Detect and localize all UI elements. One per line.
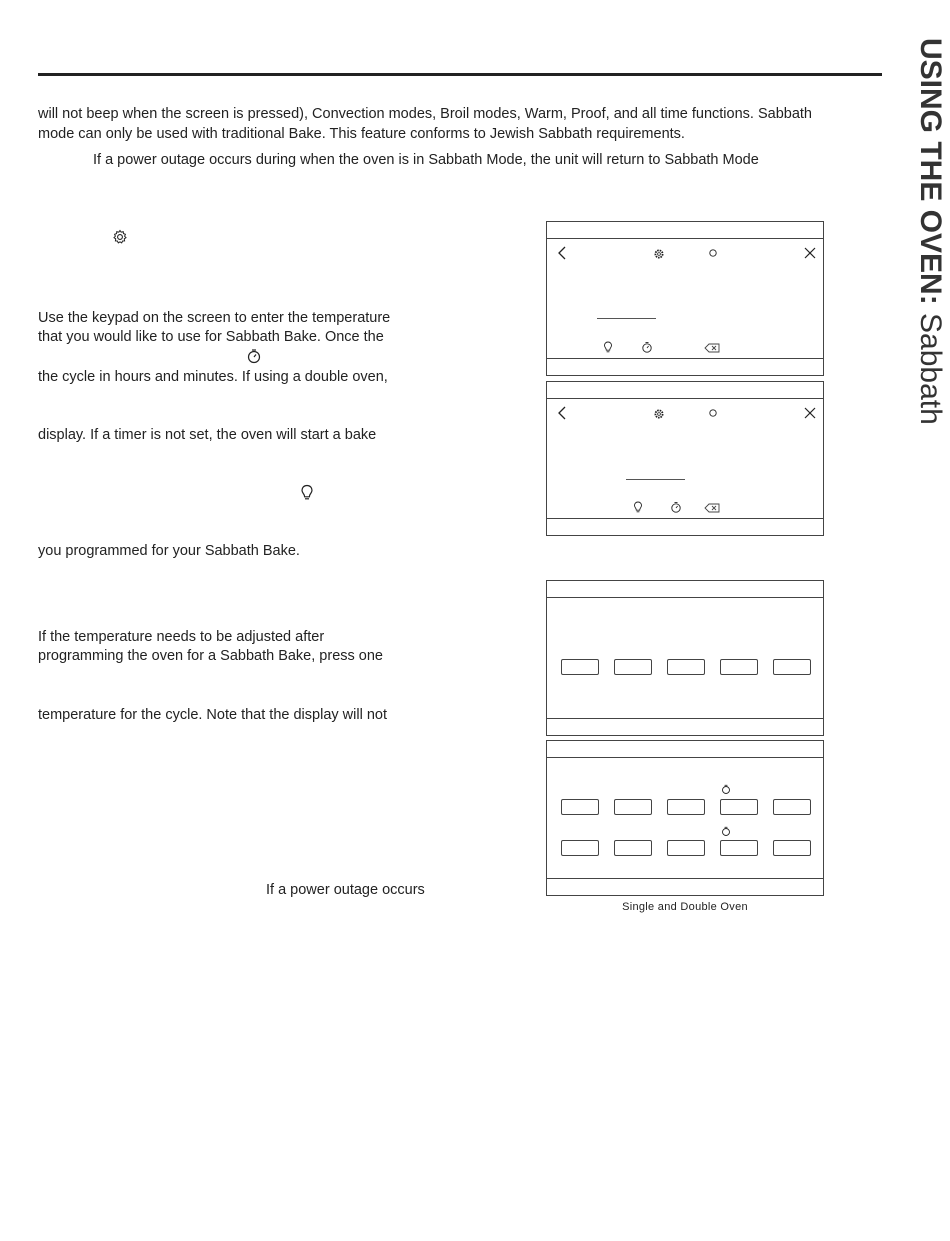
timer-icon bbox=[721, 784, 731, 795]
gear-icon[interactable] bbox=[653, 408, 665, 420]
chevron-left-icon[interactable] bbox=[555, 405, 569, 421]
double-oven-screen bbox=[546, 381, 824, 536]
upper-control-button-1[interactable] bbox=[561, 799, 599, 815]
section-title-light: Sabbath bbox=[914, 313, 947, 425]
control-button-1[interactable] bbox=[561, 659, 599, 675]
temperature-entry-line bbox=[626, 479, 685, 480]
upper-control-button-5[interactable] bbox=[773, 799, 811, 815]
close-icon[interactable] bbox=[803, 246, 817, 260]
circle-icon bbox=[708, 408, 718, 418]
screen-bottom-band bbox=[547, 518, 823, 535]
screen-bottom-band bbox=[547, 718, 823, 735]
outage-line: If a power outage occurs during when the oven is in Sabbath Mode, the unit will return to Sabbath Mode bbox=[93, 152, 759, 168]
double-oven-sabbath-screen bbox=[546, 740, 824, 896]
screen-top-band bbox=[547, 382, 823, 399]
circle-icon bbox=[708, 248, 718, 258]
timer-icon[interactable] bbox=[670, 501, 682, 514]
gear-icon[interactable] bbox=[653, 248, 665, 260]
timer-icon bbox=[721, 826, 731, 837]
lightbulb-icon[interactable] bbox=[603, 341, 613, 354]
single-oven-screen bbox=[546, 221, 824, 376]
control-button-2[interactable] bbox=[614, 659, 652, 675]
screen-bottom-band bbox=[547, 358, 823, 375]
screen-bottom-band bbox=[547, 878, 823, 895]
upper-control-button-3[interactable] bbox=[667, 799, 705, 815]
programmed-line: you programmed for your Sabbath Bake. bbox=[38, 543, 300, 559]
display-line: display. If a timer is not set, the oven will start a bake bbox=[38, 427, 377, 443]
control-button-4[interactable] bbox=[720, 659, 758, 675]
control-button-3[interactable] bbox=[667, 659, 705, 675]
temp-line: temperature for the cycle. Note that the display will not bbox=[38, 707, 387, 723]
chevron-left-icon[interactable] bbox=[555, 245, 569, 261]
keypad-line-1: Use the keypad on the screen to enter the temperature bbox=[38, 310, 391, 326]
gear-icon bbox=[112, 229, 128, 245]
close-icon[interactable] bbox=[803, 406, 817, 420]
control-button-5[interactable] bbox=[773, 659, 811, 675]
upper-control-button-2[interactable] bbox=[614, 799, 652, 815]
single-oven-sabbath-screen bbox=[546, 580, 824, 736]
figure-caption: Single and Double Oven bbox=[622, 901, 748, 913]
lower-control-button-3[interactable] bbox=[667, 840, 705, 856]
intro-line-2: mode can only be used with traditional Bake. This feature conforms to Jewish Sabbath requirements. bbox=[38, 126, 685, 142]
lower-control-button-5[interactable] bbox=[773, 840, 811, 856]
lightbulb-icon bbox=[300, 484, 314, 502]
timer-icon[interactable] bbox=[641, 341, 653, 354]
adjust-line-1: If the temperature needs to be adjusted after bbox=[38, 629, 325, 645]
lightbulb-icon[interactable] bbox=[633, 501, 643, 514]
backspace-icon[interactable] bbox=[704, 343, 720, 353]
adjust-line-2: programming the oven for a Sabbath Bake, press one bbox=[38, 648, 383, 664]
header-rule bbox=[38, 73, 882, 76]
section-title bbox=[915, 38, 945, 425]
keypad-line-2: that you would like to use for Sabbath Bake. Once the bbox=[38, 329, 384, 345]
temperature-entry-line bbox=[597, 318, 656, 319]
timer-icon bbox=[246, 348, 262, 364]
screen-top-band bbox=[547, 222, 823, 239]
intro-line-1: will not beep when the screen is pressed), Convection modes, Broil modes, Warm, Proof, and all time functions. Sabbath bbox=[38, 106, 812, 122]
lower-control-button-4[interactable] bbox=[720, 840, 758, 856]
section-title-bold: USING THE OVEN: bbox=[914, 38, 947, 305]
lower-control-button-1[interactable] bbox=[561, 840, 599, 856]
backspace-icon[interactable] bbox=[704, 503, 720, 513]
upper-control-button-4[interactable] bbox=[720, 799, 758, 815]
outage-short-line: If a power outage occurs bbox=[266, 882, 425, 898]
lower-control-button-2[interactable] bbox=[614, 840, 652, 856]
cycle-line: the cycle in hours and minutes. If using a double oven, bbox=[38, 369, 388, 385]
screen-top-band bbox=[547, 581, 823, 598]
screen-top-band bbox=[547, 741, 823, 758]
